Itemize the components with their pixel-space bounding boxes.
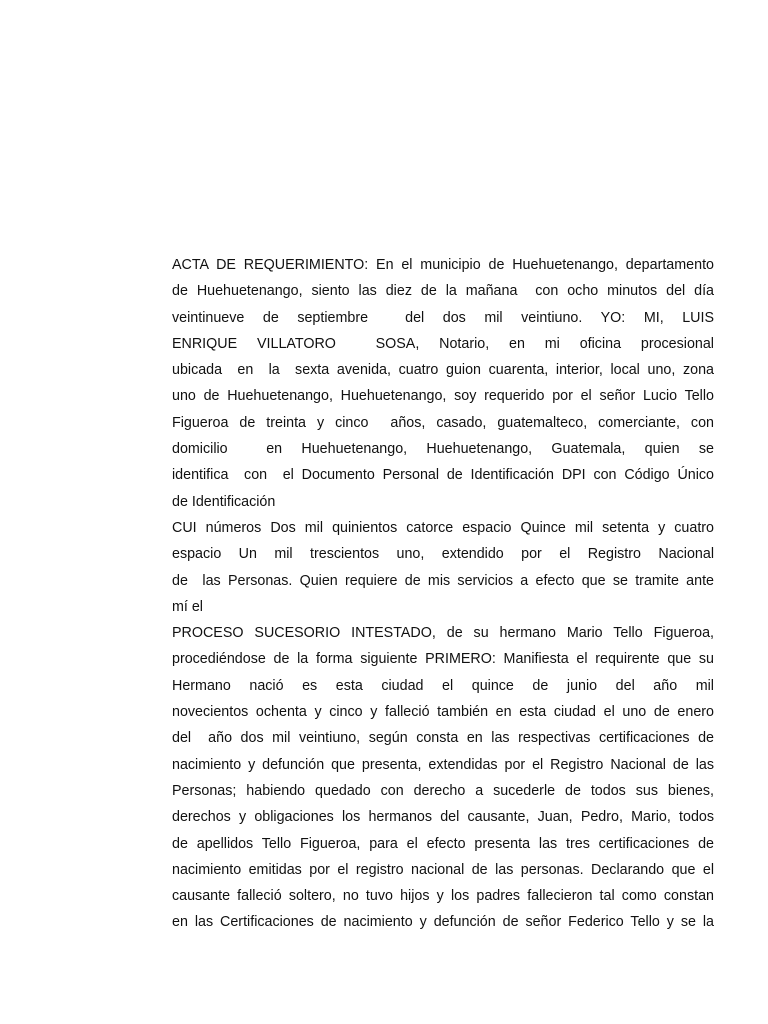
document-line: Figueroa de treinta y cinco años, casado, guatemalteco, comerciante, con <box>172 414 714 431</box>
document-line: del año dos mil veintiuno, según consta en las respectivas certificaciones de <box>172 730 714 747</box>
document-line: de Identificación <box>172 493 276 510</box>
document-body <box>172 252 714 936</box>
document-line: nacimiento emitidas por el registro nacional de las personas. Declarando que el <box>172 861 714 878</box>
document-line: de apellidos Tello Figueroa, para el efecto presenta las tres certificaciones de <box>172 835 714 852</box>
document-line: Hermano nació es esta ciudad el quince de junio del año mil <box>172 677 714 694</box>
document-line: mí el <box>172 598 203 615</box>
document-line: causante falleció soltero, no tuvo hijos y los padres fallecieron tal como constan <box>172 888 714 905</box>
document-line: domicilio en Huehuetenango, Huehuetenango, Guatemala, quien se <box>172 441 714 458</box>
document-line: ACTA DE REQUERIMIENTO: En el municipio de Huehuetenango, departamento <box>172 257 714 273</box>
document-line: nacimiento y defunción que presenta, extendidas por el Registro Nacional de las <box>172 756 714 773</box>
document-line: espacio Un mil trescientos uno, extendido por el Registro Nacional <box>172 546 714 563</box>
document-line: Personas; habiendo quedado con derecho a sucederle de todos sus bienes, <box>172 782 714 799</box>
document-line: PROCESO SUCESORIO INTESTADO, de su hermano Mario Tello Figueroa, <box>172 625 714 642</box>
document-line: derechos y obligaciones los hermanos del causante, Juan, Pedro, Mario, todos <box>172 809 714 826</box>
document-line: novecientos ochenta y cinco y falleció también en esta ciudad el uno de enero <box>172 704 714 721</box>
document-line: de las Personas. Quien requiere de mis servicios a efecto que se tramite ante <box>172 572 714 589</box>
document-line: CUI números Dos mil quinientos catorce espacio Quince mil setenta y cuatro <box>172 519 714 536</box>
document-line: uno de Huehuetenango, Huehuetenango, soy requerido por el señor Lucio Tello <box>172 388 714 405</box>
document-line: ENRIQUE VILLATORO SOSA, Notario, en mi oficina procesional <box>172 335 714 352</box>
document-line: ubicada en la sexta avenida, cuatro guion cuarenta, interior, local uno, zona <box>172 362 714 379</box>
document-line: de Huehuetenango, siento las diez de la mañana con ocho minutos del día <box>172 283 714 300</box>
document-line: veintinueve de septiembre del dos mil veintiuno. YO: MI, LUIS <box>172 309 714 326</box>
document-line: procediéndose de la forma siguiente PRIMERO: Manifiesta el requirente que su <box>172 651 714 668</box>
document-line: identifica con el Documento Personal de Identificación DPI con Código Único <box>172 467 714 484</box>
document-line: en las Certificaciones de nacimiento y defunción de señor Federico Tello y se la <box>172 914 714 931</box>
